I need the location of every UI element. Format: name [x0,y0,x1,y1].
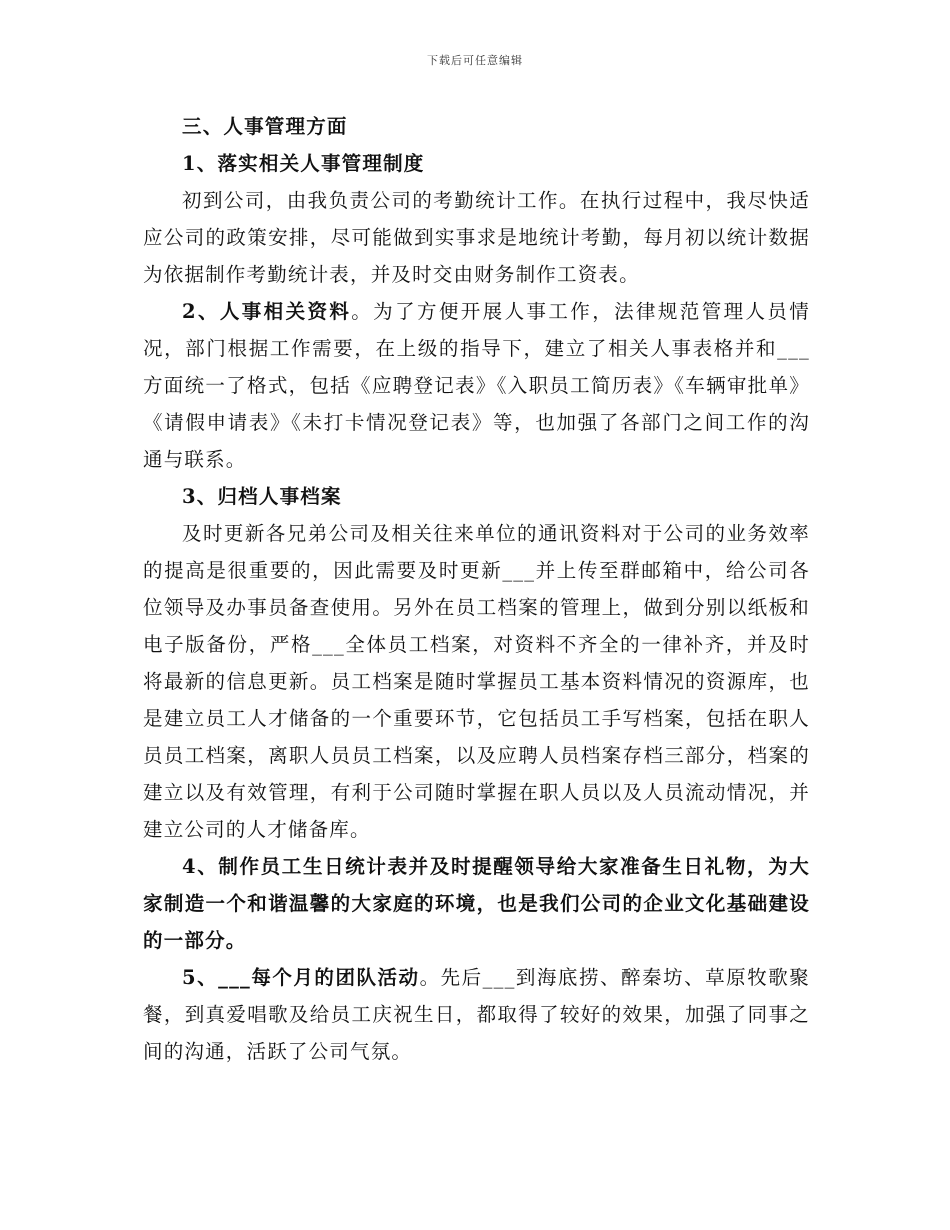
page-header: 下载后可任意编辑 [427,54,523,67]
document-body [143,108,810,1070]
item1-body: 初到公司，由我负责公司的考勤统计工作。在执行过程中，我尽快适应公司的政策安排，尽可能做到实事求是地统计考勤，每月初以统计数据为依据制作考勤统计表，并及时交由财务制作工资表。 [143,189,810,286]
item3-title: 3、归档人事档案 [182,485,342,508]
item2-paragraph [143,293,810,478]
item2-body: 。为了方便开展人事工作，法律规范管理人员情况，部门根据工作需要，在上级的指导下，建立了相关人事表格并和___方面统一了格式，包括《应聘登记表》《入职员工简历表》《车辆审批单》《请假申请表》《未打卡情况登记表》等，也加强了各部门之间工作的沟通与联系。 [143,300,810,471]
item3-body: 及时更新各兄弟公司及相关往来单位的通讯资料对于公司的业务效率的提高是很重要的，因此需要及时更新___并上传至群邮箱中，给公司各位领导及办事员备查使用。另外在员工档案的管理上，做到分别以纸板和电子版备份，严格___全体员工档案，对资料不齐全的一律补齐，并及时将最新的信息更新。员工档案是随时掌握员工基本资料情况的资源库，也是建立员工人才储备的一个重要环节，它包括员工手写档案，包括在职人员员工档案，离职人员员工档案，以及应聘人员档案存档三部分，档案的建立以及有效管理，有利于公司随时掌握在职人员以及人员流动情况，并建立公司的人才储备库。 [143,522,810,841]
item1-title: 1、落实相关人事管理制度 [182,152,425,175]
item5-body: 。先后___到海底捞、醉秦坊、草原牧歌聚餐，到真爱唱歌及给员工庆祝生日，都取得了较好的效果，加强了同事之间的沟通，活跃了公司气氛。 [143,966,810,1063]
section-title: 三、人事管理方面 [182,115,348,138]
item5-lead: 5、___每个月的团队活动 [182,966,420,989]
item5-paragraph [143,959,810,1070]
item2-lead: 2、人事相关资料 [182,300,352,323]
item4-paragraph: 4、制作员工生日统计表并及时提醒领导给大家准备生日礼物，为大家制造一个和谐温馨的大家庭的环境，也是我们公司的企业文化基础建设的一部分。 [143,855,810,952]
